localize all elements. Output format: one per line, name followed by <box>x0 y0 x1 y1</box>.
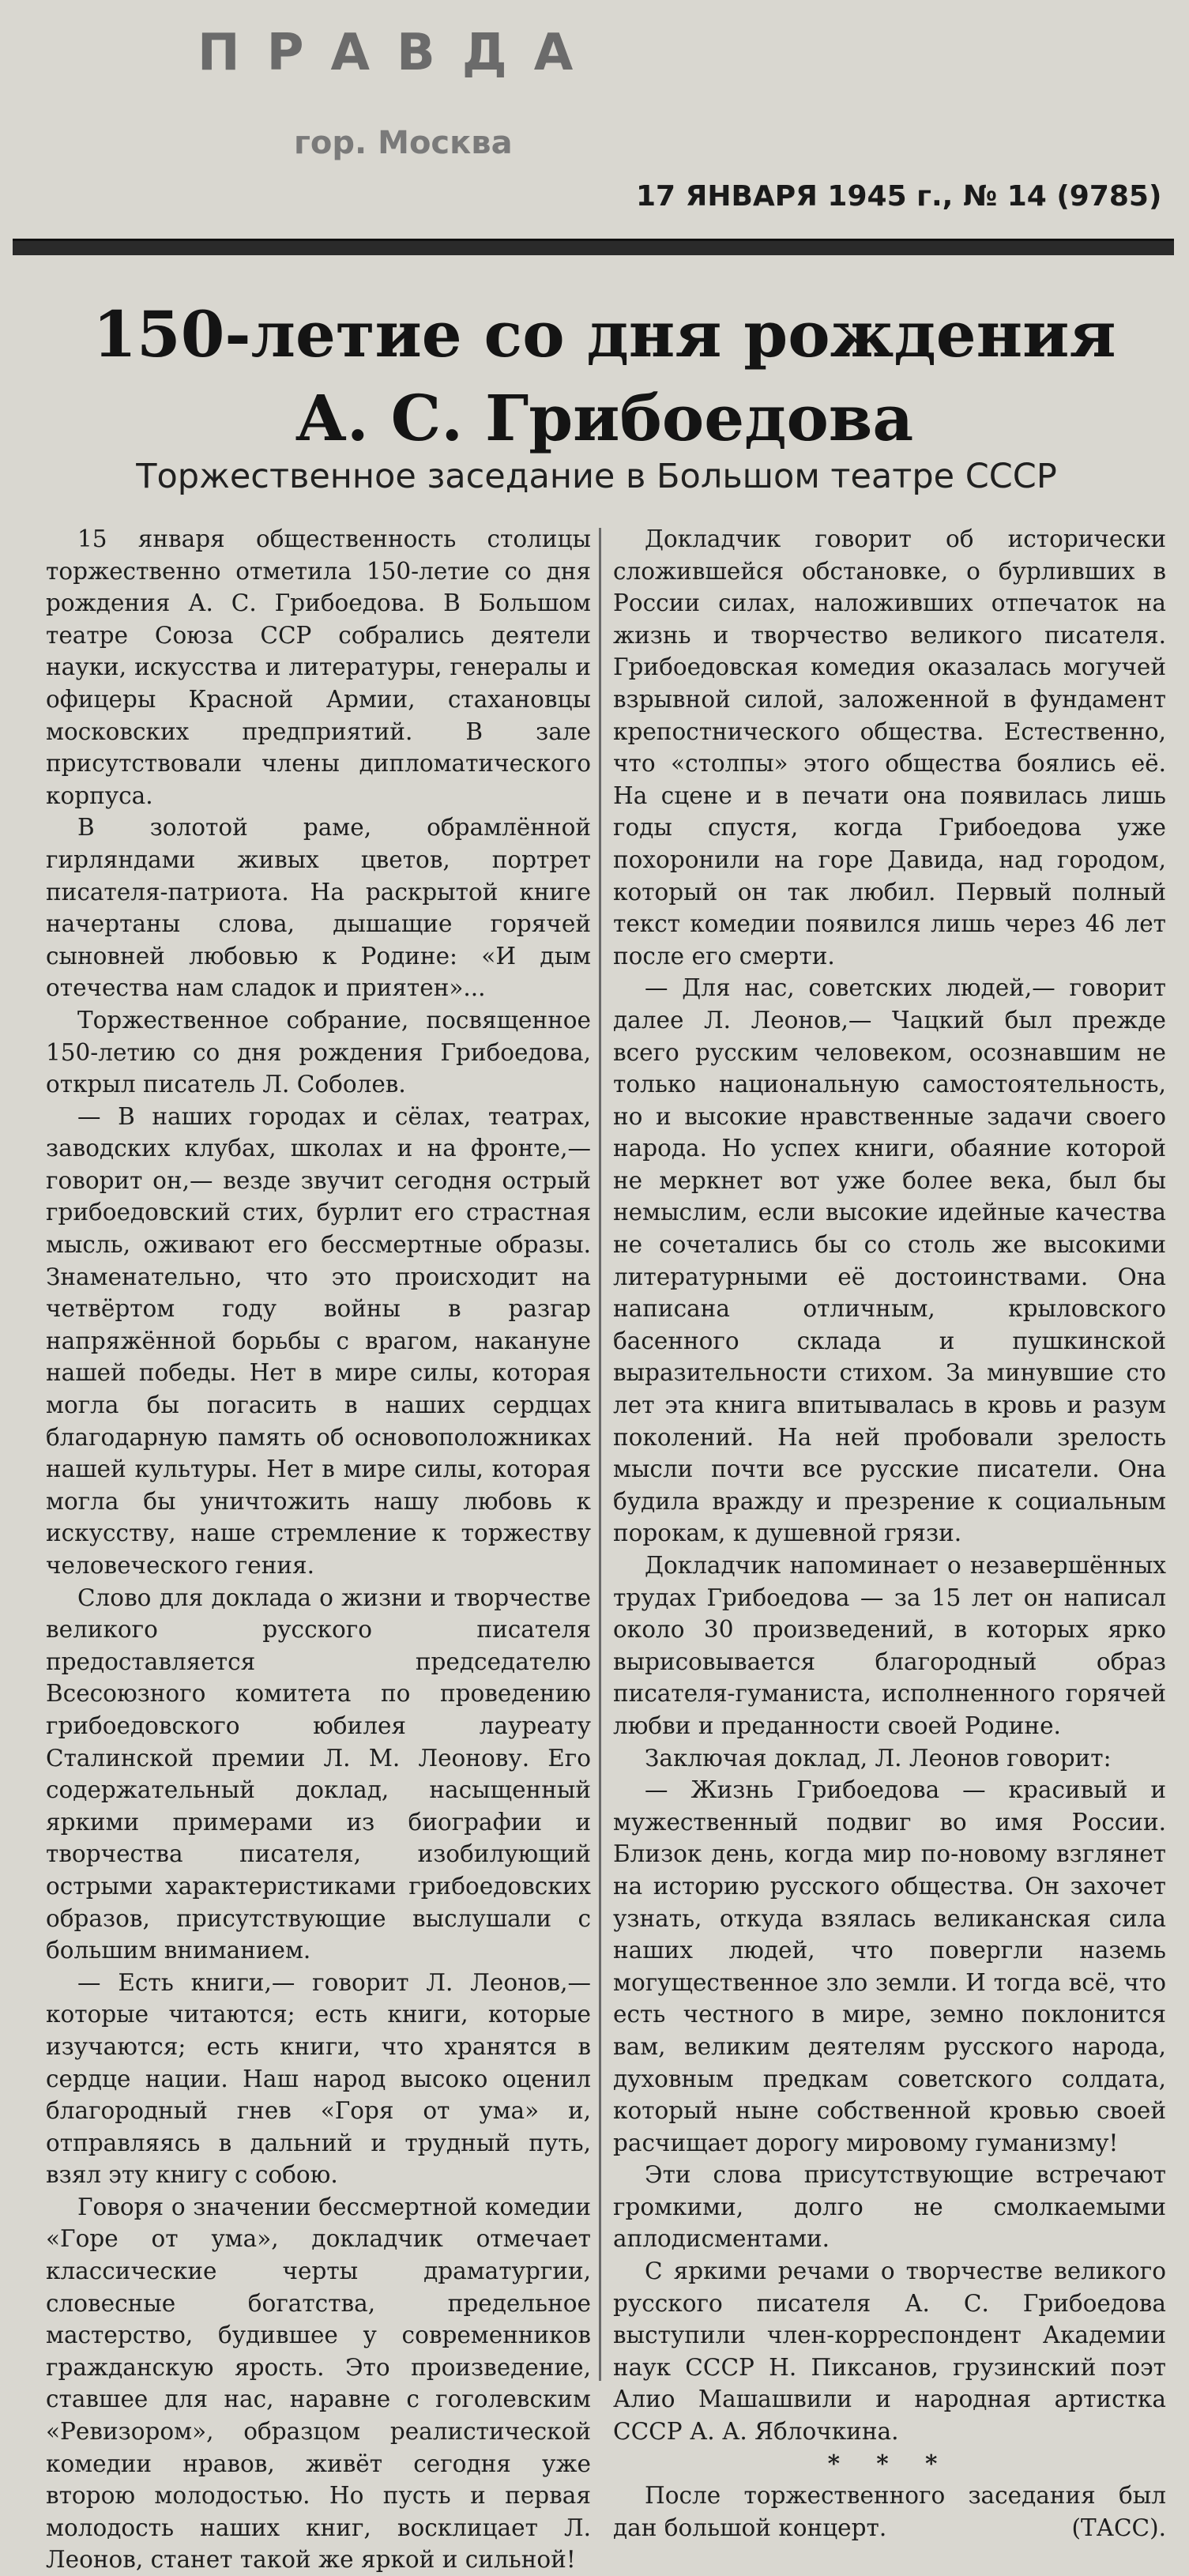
headline-line-2: А. С. Грибоедова <box>295 381 914 455</box>
right-column <box>613 523 1166 2544</box>
column-divider <box>599 528 601 2381</box>
paragraph: — Жизнь Грибоедова — красивый и мужественный подвиг во имя России. Близок день, когда мир по-новому взглянет на историю русского общества. Он захочет узнать, откуда взялась великанская сила наших людей, что повергли наземь могущественное зло земли. И тогда всё, что есть честного в мире, земно поклонится вам, великим деятелям русского народа, духовным предкам советского солдата, который ныне собственной кровью своей расчищает дорогу мировому гуманизму! <box>613 1776 1166 2156</box>
paragraph: — Для нас, советских людей,— говорит далее Л. Леонов,— Чацкий был прежде всего русским человеком, осознавшим не только национальную самостоятельность, но и высокие нравственные задачи своего народа. Но успех книги, обаяние которой не меркнет вот уже более века, был бы немыслим, если высокие идейные качества не сочетались бы со столь же высокими литературными её достоинствами. Она написана отличным, крыловского басенного склада и пушкинской выразительности стихом. За минувшие сто лет эта книга впитывалась в кровь и разум поколений. На ней пробовали зрелость мысли почти все русские писатели. Она будила вражду и презрение к социальным порокам, к душевной грязи. <box>613 974 1166 1547</box>
article-subhead: Торжественное заседание в Большом театре СССР <box>136 457 1057 496</box>
article-headline <box>79 292 1130 460</box>
stamp-city: гор. Москва <box>294 125 513 161</box>
paragraph: Эти слова присутствующие встречают громкими, долго не смолкаемыми аплодисментами. <box>613 2161 1166 2253</box>
issue-dateline: 17 ЯНВАРЯ 1945 г., № 14 (9785) <box>636 180 1162 213</box>
paragraph: Докладчик напоминает о незавершённых трудах Грибоедова — за 15 лет он написал около 30 произведений, в которых ярко вырисовывается благородный образ писателя-гуманиста, исполненного горячей любви и преданности своей Родине. <box>613 1552 1166 1739</box>
paragraph: Торжественное собрание, посвященное 150-летию со дня рождения Грибоедова, открыл писатель Л. Соболев. <box>46 1006 591 1098</box>
left-column <box>46 523 591 2576</box>
closing-paragraph <box>613 2480 1166 2544</box>
paragraph: Слово для доклада о жизни и творчестве великого русского писателя предоставляется председателю Всесоюзного комитета по проведению грибоедовского юбилея лауреату Сталинской премии Л. М. Леонову. Его содержательный доклад, насыщенный яркими примерами из биографии и творчества писателя, изобилующий острыми характеристиками грибоедовских образов, присутствующие выслушали с большим вниманием. <box>46 1584 591 1964</box>
paragraph: В золотой раме, обрамлённой гирляндами живых цветов, портрет писателя-патриота. На раскрытой книге начертаны слова, дышащие горячей сыновней любовью к Родине: «И дым отечества нам сладок и приятен»... <box>46 814 591 1002</box>
agency-signature: (ТАСС). <box>1071 2514 1166 2541</box>
headline-line-1: 150-летие со дня рождения <box>92 297 1116 371</box>
newspaper-stamp: ПРАВДА <box>198 24 600 82</box>
paragraph: 15 января общественность столицы торжественно отметила 150-летие со дня рождения А. С. Грибоедова. В Большом театре Союза ССР собрались деятели науки, искусства и литературы, генералы и офицеры Красной Армии, стахановцы московских предприятий. В зале присутствовали члены дипломатического корпуса. <box>46 525 591 809</box>
paragraph: Говоря о значении бессмертной комедии «Горе от ума», докладчик отмечает классические черты драматургии, словесные богатства, предельное мастерство, будившее у современников гражданскую ярость. Это произведение, ставшее для нас, наравне с гоголевским «Ревизором», образцом реалистической комедии нравов, живёт сегодня уже второю молодостью. Но пусть и первая молодость наших книг, восклицает Л. Леонов, станет такой же яркой и сильной! <box>46 2193 591 2574</box>
header-rule <box>13 239 1174 255</box>
paragraph: Заключая доклад, Л. Леонов говорит: <box>645 1744 1112 1772</box>
section-separator: * * * <box>827 2449 952 2477</box>
paragraph: — В наших городах и сёлах, театрах, заводских клубах, школах и на фронте,— говорит он,— везде звучит сегодня острый грибоедовский стих, бурлит его страстная мысль, оживают его бессмертные образы. Знаменательно, что это происходит на четвёртом году войны в разгар напряжённой борьбы с врагом, накануне нашей победы. Нет в мире силы, которая могла бы погасить в наших сердцах благодарную память об основоположниках нашей культуры. Нет в мире силы, которая могла бы уничтожить нашу любовь к искусству, наше стремление к торжеству человеческого гения. <box>46 1102 591 1579</box>
paragraph: С яркими речами о творчестве великого русского писателя А. С. Грибоедова выступили член-корреспондент Академии наук СССР Н. Пиксанов, грузинский поэт Алио Машашвили и народная артистка СССР А. А. Яблочкина. <box>613 2258 1166 2446</box>
paragraph: Докладчик говорит об исторически сложившейся обстановке, о бурливших в России силах, наложивших отпечаток на жизнь и творчество великого писателя. Грибоедовская комедия оказалась могучей взрывной силой, заложенной в фундамент крепостнического общества. Естественно, что «столпы» этого общества боялись её. На сцене и в печати она появилась лишь годы спустя, когда Грибоедова уже похоронили на горе Давида, над городом, который он так любил. Первый полный текст комедии появился лишь через 46 лет после его смерти. <box>613 525 1166 970</box>
paragraph: — Есть книги,— говорит Л. Леонов,— которые читаются; есть книги, которые изучаются; есть книги, что хранятся в сердце нации. Наш народ высоко оценил благородный гнев «Горя от ума» и, отправляясь в дальний и трудный путь, взял эту книгу с собою. <box>46 1968 591 2189</box>
closing-text: После торжественного заседания был дан большой концерт. <box>613 2482 1166 2541</box>
